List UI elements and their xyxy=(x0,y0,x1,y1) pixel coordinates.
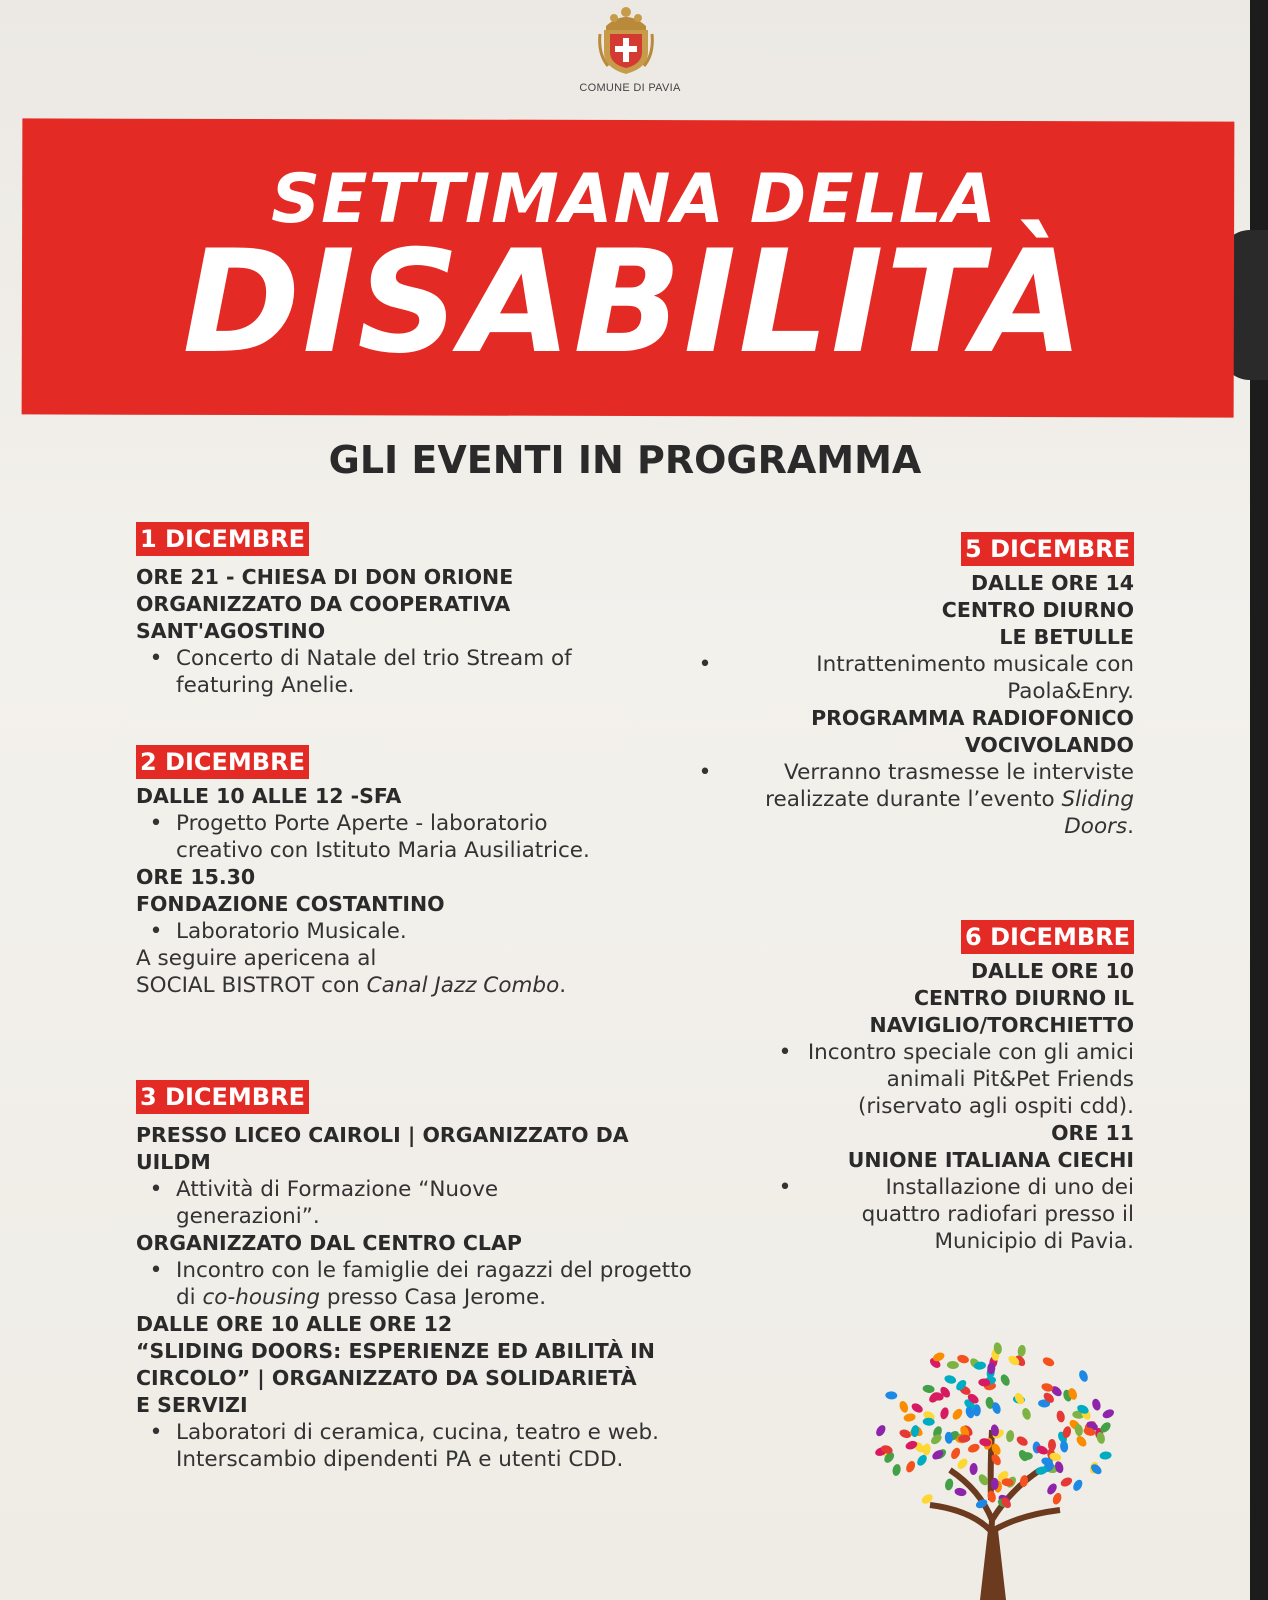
event-heading: DALLE ORE 14 xyxy=(970,571,1134,595)
event-heading: DALLE ORE 10 ALLE ORE 12 xyxy=(136,1312,453,1336)
list-item: • Verranno trasmesse le interviste realizzate durante l’evento Sliding Doors. xyxy=(690,759,1134,840)
date-tag: 6 DICEMBRE xyxy=(961,920,1134,954)
bullet-icon: • xyxy=(698,652,712,677)
hand-leaf xyxy=(1099,1451,1112,1460)
list-item: • Intrattenimento musicale con Paola&Enry. xyxy=(690,651,1134,705)
list-item: • Progetto Porte Aperte - laboratorio creativo con Istituto Maria Ausiliatrice. xyxy=(136,810,696,864)
bullet-icon: • xyxy=(778,1040,792,1065)
hand-leaf xyxy=(969,1463,978,1475)
event-block-5-dicembre xyxy=(690,532,1134,840)
title-line-1: SETTIMANA DELLA xyxy=(271,160,997,239)
hand-leaf xyxy=(956,1354,970,1365)
date-tag: 3 DICEMBRE xyxy=(136,1080,309,1114)
hand-leaf xyxy=(922,1443,931,1456)
event-heading: NAVIGLIO/TORCHIETTO xyxy=(869,1013,1134,1037)
bullet-icon: • xyxy=(149,1177,163,1202)
hand-leaf xyxy=(1041,1356,1055,1368)
list-item: • Concerto di Natale del trio Stream of featuring Anelie. xyxy=(136,645,696,699)
hands-tree-icon xyxy=(860,1330,1130,1600)
hand-leaf xyxy=(999,1373,1012,1387)
hand-leaf xyxy=(885,1391,897,1400)
bullet-icon: • xyxy=(149,811,163,836)
event-heading: PROGRAMMA RADIOFONICO xyxy=(811,706,1134,730)
event-block-2-dicembre xyxy=(136,745,696,999)
event-block-6-dicembre xyxy=(690,920,1134,1255)
hand-leaf xyxy=(922,1384,935,1394)
event-heading: FONDAZIONE COSTANTINO xyxy=(136,892,445,916)
hand-leaf xyxy=(1091,1398,1102,1412)
hand-leaf xyxy=(903,1412,916,1422)
hand-leaf xyxy=(1078,1369,1090,1383)
list-item: • Attività di Formazione “Nuove generazioni”. xyxy=(136,1176,696,1230)
hand-leaf xyxy=(943,1374,957,1385)
event-heading: DALLE ORE 10 xyxy=(970,959,1134,983)
bullet-icon: • xyxy=(698,760,712,785)
event-heading: “SLIDING DOORS: ESPERIENZE ED ABILITÀ IN CIRCOLO” | ORGANIZZATO DA SOLIDARIETÀ E SERVIZI xyxy=(136,1339,655,1417)
hand-leaf xyxy=(1048,1439,1056,1451)
hand-leaf xyxy=(1059,1476,1073,1489)
hand-leaf xyxy=(1021,1407,1032,1421)
hand-leaf xyxy=(956,1457,970,1471)
hand-leaf xyxy=(910,1401,924,1414)
event-heading: ORGANIZZATO DA COOPERATIVA xyxy=(136,592,511,616)
hand-leaf xyxy=(1005,1430,1014,1443)
municipal-crest-icon xyxy=(598,4,654,76)
hand-leaf xyxy=(967,1442,981,1454)
list-item: • Incontro speciale con gli amici animali Pit&Pet Friends (riservato agli ospiti cdd). xyxy=(690,1039,1134,1120)
date-tag: 5 DICEMBRE xyxy=(961,532,1134,566)
list-item: • Laboratorio Musicale. xyxy=(136,918,696,945)
bullet-icon: • xyxy=(778,1175,792,1200)
hand-leaf xyxy=(951,1407,965,1421)
hand-leaf xyxy=(1051,1492,1063,1506)
list-item: • Laboratori di ceramica, cucina, teatro e web. Interscambio dipendenti PA e utenti CDD. xyxy=(136,1419,696,1473)
hand-leaf xyxy=(1056,1410,1066,1423)
event-heading: CENTRO DIURNO IL xyxy=(913,986,1134,1010)
hand-leaf xyxy=(891,1463,901,1476)
hand-leaf xyxy=(1015,1434,1029,1447)
event-heading: VOCIVOLANDO xyxy=(964,733,1134,757)
event-heading: CENTRO DIURNO xyxy=(941,598,1134,622)
event-heading: LE BETULLE xyxy=(999,625,1134,649)
date-tag: 2 DICEMBRE xyxy=(136,745,309,779)
municipality-label: COMUNE DI PAVIA xyxy=(579,82,681,94)
bullet-icon: • xyxy=(149,919,163,944)
list-item: • Incontro con le famiglie dei ragazzi del progetto di co-housing presso Casa Jerome. xyxy=(136,1257,696,1311)
event-heading: ORGANIZZATO DAL CENTRO CLAP xyxy=(136,1231,522,1255)
title-line-2: DISABILITÀ xyxy=(182,220,1086,385)
event-text: A seguire apericena al xyxy=(136,946,377,971)
event-heading: SANT'AGOSTINO xyxy=(136,619,326,643)
event-block-3-dicembre xyxy=(136,1080,696,1473)
hand-leaf xyxy=(939,1406,950,1420)
event-block-1-dicembre xyxy=(136,522,696,699)
event-heading: ORE 21 - CHIESA DI DON ORIONE xyxy=(136,565,514,589)
event-heading: UNIONE ITALIANA CIECHI xyxy=(847,1148,1134,1172)
hand-leaf xyxy=(944,1478,954,1491)
hand-leaf xyxy=(898,1400,910,1414)
bullet-icon: • xyxy=(149,1258,163,1283)
event-heading: ORE 15.30 xyxy=(136,865,256,889)
hand-leaf xyxy=(904,1460,916,1474)
subtitle: GLI EVENTI IN PROGRAMMA xyxy=(328,438,922,482)
hand-leaf xyxy=(874,1423,887,1437)
date-tag: 1 DICEMBRE xyxy=(136,522,309,556)
hand-leaf xyxy=(1017,1344,1027,1357)
hand-leaf xyxy=(954,1487,967,1497)
event-heading: PRESSO LICEO CAIROLI | ORGANIZZATO DA UILDM xyxy=(136,1123,629,1174)
event-heading: ORE 11 xyxy=(1051,1121,1134,1145)
hand-leaf xyxy=(1059,1440,1068,1453)
hand-leaf xyxy=(947,1361,959,1369)
hand-leaf xyxy=(1101,1408,1115,1420)
list-item: • Installazione di uno dei quattro radiofari presso il Municipio di Pavia. xyxy=(690,1174,1134,1255)
hand-leaf xyxy=(949,1446,962,1460)
hand-leaf xyxy=(1075,1434,1089,1448)
bullet-icon: • xyxy=(149,1420,163,1445)
bullet-icon: • xyxy=(149,646,163,671)
event-heading: DALLE 10 ALLE 12 -SFA xyxy=(136,784,402,808)
event-text: SOCIAL BISTROT con Canal Jazz Combo. xyxy=(136,973,567,998)
hand-leaf xyxy=(1071,1478,1084,1492)
